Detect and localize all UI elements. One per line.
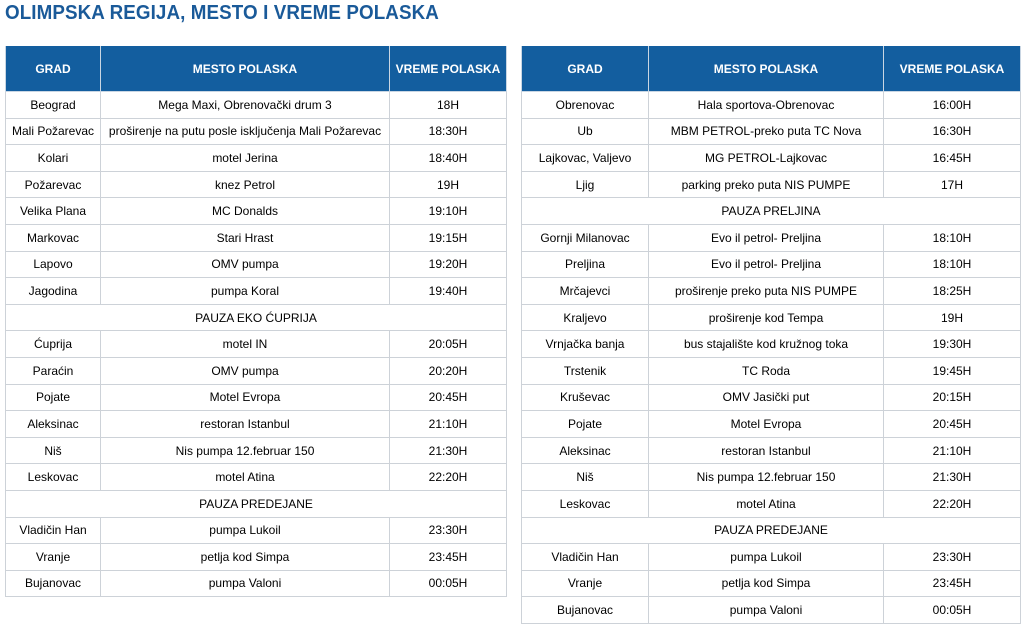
cell-time: 18H (390, 92, 507, 119)
cell-city: Vladičin Han (522, 544, 649, 571)
cell-time: 23:30H (390, 517, 507, 544)
pause-row (6, 304, 507, 331)
cell-city: Ub (522, 118, 649, 145)
cell-city: Vranje (6, 544, 101, 571)
cell-city: Leskovac (522, 490, 649, 517)
cell-city: Kruševac (522, 384, 649, 411)
cell-place: pumpa Lukoil (649, 544, 884, 571)
header-vreme-polaska: VREME POLASKA (390, 46, 507, 92)
cell-city: Bujanovac (522, 597, 649, 624)
cell-time: 22:20H (390, 464, 507, 491)
cell-time: 19:40H (390, 278, 507, 305)
cell-place: bus stajalište kod kružnog toka (649, 331, 884, 358)
cell-time: 21:30H (390, 437, 507, 464)
cell-city: Markovac (6, 224, 101, 251)
cell-time: 23:45H (390, 544, 507, 571)
header-grad: GRAD (6, 46, 101, 92)
cell-place: motel Jerina (101, 145, 390, 172)
cell-time: 20:05H (390, 331, 507, 358)
table-row (522, 278, 1021, 305)
cell-time: 19:20H (390, 251, 507, 278)
cell-city: Pojate (6, 384, 101, 411)
pause-label: PAUZA PRELJINA (522, 198, 1021, 225)
header-grad: GRAD (522, 46, 649, 92)
table-row (522, 118, 1021, 145)
cell-time: 20:20H (390, 357, 507, 384)
cell-city: Vrnjačka banja (522, 331, 649, 358)
cell-city: Beograd (6, 92, 101, 119)
cell-time: 19:10H (390, 198, 507, 225)
cell-time: 00:05H (390, 570, 507, 597)
cell-place: restoran Istanbul (649, 437, 884, 464)
cell-time: 19:15H (390, 224, 507, 251)
table-row (6, 171, 507, 198)
cell-time: 16:45H (884, 145, 1021, 172)
cell-place: proširenje preko puta NIS PUMPE (649, 278, 884, 305)
pause-row (522, 198, 1021, 225)
cell-time: 19:30H (884, 331, 1021, 358)
cell-city: Bujanovac (6, 570, 101, 597)
table-row (6, 92, 507, 119)
cell-city: Aleksinac (6, 411, 101, 438)
cell-city: Vladičin Han (6, 517, 101, 544)
header-vreme-polaska: VREME POLASKA (884, 46, 1021, 92)
cell-place: motel IN (101, 331, 390, 358)
cell-place: OMV Jasički put (649, 384, 884, 411)
cell-city: Niš (6, 437, 101, 464)
cell-place: Hala sportova-Obrenovac (649, 92, 884, 119)
cell-city: Aleksinac (522, 437, 649, 464)
table-row (6, 437, 507, 464)
cell-place: petlja kod Simpa (101, 544, 390, 571)
cell-time: 16:00H (884, 92, 1021, 119)
table-row (522, 92, 1021, 119)
table-row (522, 304, 1021, 331)
cell-place: Nis pumpa 12.februar 150 (649, 464, 884, 491)
cell-place: Evo il petrol- Preljina (649, 251, 884, 278)
table-row (522, 597, 1021, 624)
cell-place: proširenje kod Tempa (649, 304, 884, 331)
cell-place: Stari Hrast (101, 224, 390, 251)
cell-place: OMV pumpa (101, 251, 390, 278)
cell-time: 18:30H (390, 118, 507, 145)
cell-time: 20:45H (884, 411, 1021, 438)
cell-place: petlja kod Simpa (649, 570, 884, 597)
cell-time: 18:10H (884, 224, 1021, 251)
cell-city: Lapovo (6, 251, 101, 278)
pause-row (522, 517, 1021, 544)
table-row (522, 145, 1021, 172)
cell-place: MC Donalds (101, 198, 390, 225)
cell-place: MBM PETROL-preko puta TC Nova (649, 118, 884, 145)
pause-label: PAUZA PREDEJANE (6, 490, 507, 517)
table-row (6, 517, 507, 544)
table-row (6, 331, 507, 358)
table-row (6, 118, 507, 145)
page-title: OLIMPSKA REGIJA, MESTO I VREME POLASKA (5, 2, 439, 24)
table-row (522, 544, 1021, 571)
cell-time: 19H (884, 304, 1021, 331)
cell-place: motel Atina (101, 464, 390, 491)
cell-city: Lajkovac, Valjevo (522, 145, 649, 172)
pause-label: PAUZA PREDEJANE (522, 517, 1021, 544)
cell-place: Motel Evropa (101, 384, 390, 411)
cell-place: Motel Evropa (649, 411, 884, 438)
cell-city: Požarevac (6, 171, 101, 198)
departure-table-left (5, 46, 507, 597)
table-row (6, 224, 507, 251)
table-row (522, 490, 1021, 517)
departure-table-right (521, 46, 1021, 624)
cell-place: parking preko puta NIS PUMPE (649, 171, 884, 198)
cell-city: Velika Plana (6, 198, 101, 225)
cell-city: Obrenovac (522, 92, 649, 119)
table-header-row (6, 46, 507, 92)
cell-city: Kraljevo (522, 304, 649, 331)
table-row (6, 384, 507, 411)
table-row (522, 331, 1021, 358)
table-row (522, 437, 1021, 464)
cell-city: Mali Požarevac (6, 118, 101, 145)
cell-time: 16:30H (884, 118, 1021, 145)
cell-city: Leskovac (6, 464, 101, 491)
cell-time: 23:30H (884, 544, 1021, 571)
table-row (6, 198, 507, 225)
cell-city: Ljig (522, 171, 649, 198)
table-row (522, 464, 1021, 491)
cell-time: 18:25H (884, 278, 1021, 305)
cell-place: Nis pumpa 12.februar 150 (101, 437, 390, 464)
cell-city: Kolari (6, 145, 101, 172)
cell-city: Gornji Milanovac (522, 224, 649, 251)
cell-place: Mega Maxi, Obrenovački drum 3 (101, 92, 390, 119)
cell-place: knez Petrol (101, 171, 390, 198)
table-row (522, 171, 1021, 198)
cell-city: Trstenik (522, 357, 649, 384)
pause-label: PAUZA EKO ĆUPRIJA (6, 304, 507, 331)
header-mesto-polaska: MESTO POLASKA (649, 46, 884, 92)
table-row (522, 570, 1021, 597)
table-row (6, 570, 507, 597)
cell-city: Mrčajevci (522, 278, 649, 305)
cell-time: 19H (390, 171, 507, 198)
cell-time: 17H (884, 171, 1021, 198)
cell-city: Paraćin (6, 357, 101, 384)
table-row (6, 251, 507, 278)
table-row (6, 278, 507, 305)
cell-time: 22:20H (884, 490, 1021, 517)
table-row (6, 145, 507, 172)
table-row (522, 224, 1021, 251)
header-mesto-polaska: MESTO POLASKA (101, 46, 390, 92)
cell-time: 20:45H (390, 384, 507, 411)
table-row (6, 544, 507, 571)
cell-city: Jagodina (6, 278, 101, 305)
cell-time: 18:10H (884, 251, 1021, 278)
cell-city: Niš (522, 464, 649, 491)
cell-time: 21:10H (884, 437, 1021, 464)
table-header-row (522, 46, 1021, 92)
cell-place: pumpa Valoni (649, 597, 884, 624)
cell-place: motel Atina (649, 490, 884, 517)
cell-place: TC Roda (649, 357, 884, 384)
table-row (522, 357, 1021, 384)
table-row (522, 411, 1021, 438)
cell-city: Pojate (522, 411, 649, 438)
cell-time: 20:15H (884, 384, 1021, 411)
cell-place: OMV pumpa (101, 357, 390, 384)
cell-time: 18:40H (390, 145, 507, 172)
table-row (6, 357, 507, 384)
cell-time: 21:10H (390, 411, 507, 438)
cell-time: 21:30H (884, 464, 1021, 491)
cell-city: Ćuprija (6, 331, 101, 358)
table-row (522, 251, 1021, 278)
cell-place: pumpa Koral (101, 278, 390, 305)
cell-city: Vranje (522, 570, 649, 597)
cell-place: restoran Istanbul (101, 411, 390, 438)
pause-row (6, 490, 507, 517)
cell-place: pumpa Lukoil (101, 517, 390, 544)
table-row (6, 411, 507, 438)
cell-city: Preljina (522, 251, 649, 278)
cell-place: MG PETROL-Lajkovac (649, 145, 884, 172)
cell-time: 00:05H (884, 597, 1021, 624)
cell-place: Evo il petrol- Preljina (649, 224, 884, 251)
table-row (6, 464, 507, 491)
cell-time: 19:45H (884, 357, 1021, 384)
cell-time: 23:45H (884, 570, 1021, 597)
table-row (522, 384, 1021, 411)
cell-place: proširenje na putu posle isključenja Mali Požarevac (101, 118, 390, 145)
cell-place: pumpa Valoni (101, 570, 390, 597)
